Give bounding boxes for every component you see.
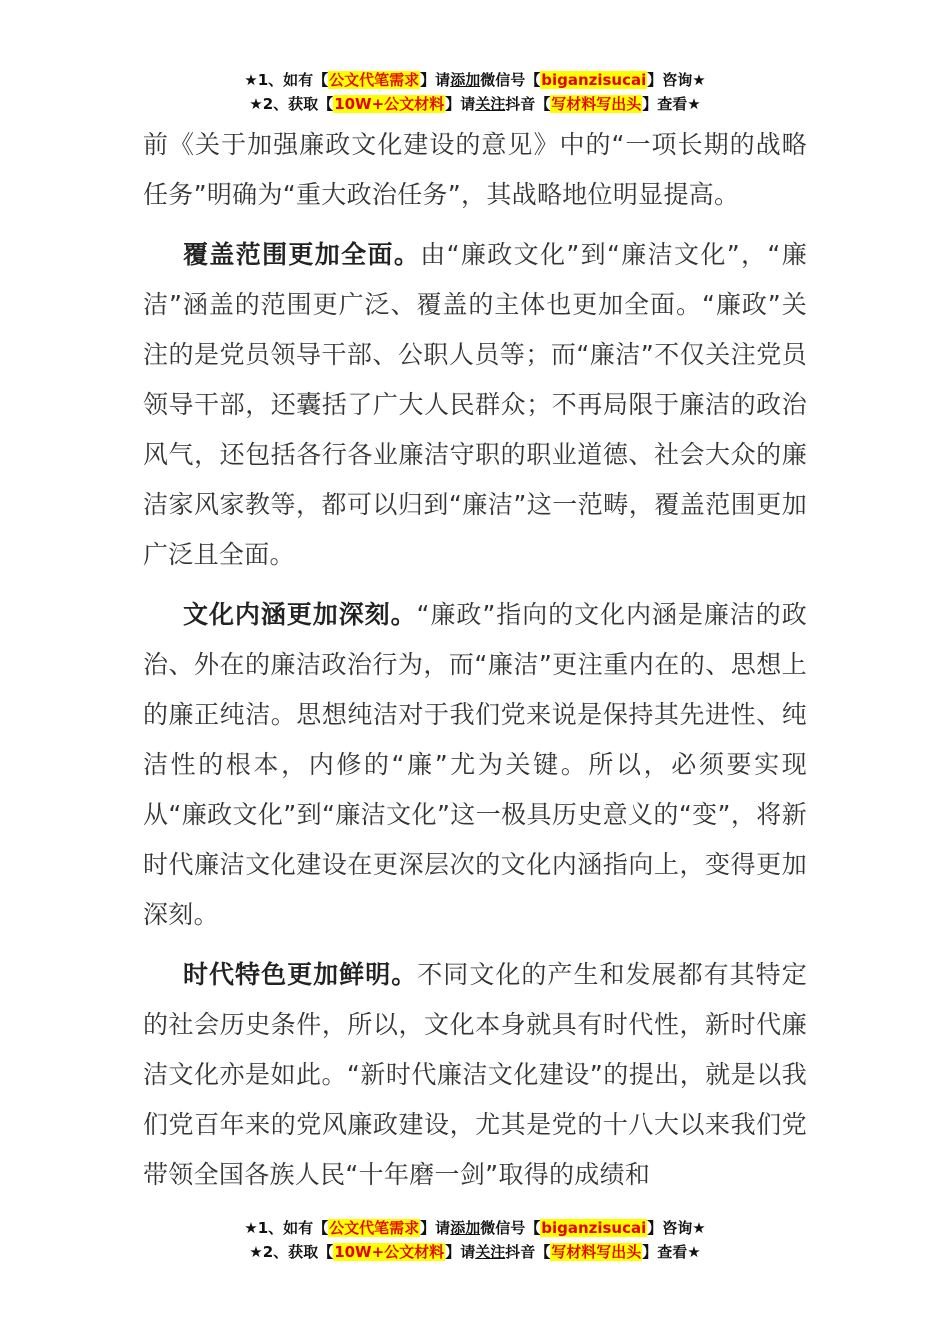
header-banner bbox=[0, 68, 950, 116]
footer-line-2-suffix: 】查看★ bbox=[642, 1243, 701, 1261]
paragraph-text: 前《关于加强廉政文化建设的意见》中的“一项长期的战略任务”明确为“重大政治任务”，其战略地位明显提高。 bbox=[143, 130, 807, 209]
header-line-1-prefix: ★1、如有【 bbox=[244, 71, 329, 89]
header-line-2 bbox=[0, 92, 950, 116]
header-line-2-text: 抖音【 bbox=[505, 95, 551, 113]
paragraph-lead-heading: 覆盖范围更加全面。 bbox=[183, 240, 421, 269]
paragraph-connotation bbox=[143, 590, 807, 940]
header-line-1-underlined: 添加 bbox=[450, 71, 481, 89]
header-line-2-prefix: ★2、获取【 bbox=[249, 95, 334, 113]
header-line-1-text: 】请 bbox=[420, 71, 451, 89]
header-line-2-underlined: 关注 bbox=[475, 95, 506, 113]
document-body bbox=[143, 120, 807, 1200]
footer-line-2-text: 抖音【 bbox=[505, 1243, 551, 1261]
paragraph-continued bbox=[143, 120, 807, 220]
footer-line-2-highlight-douyin: 写材料写出头 bbox=[551, 1243, 642, 1261]
footer-line-2-text: 】请 bbox=[445, 1243, 476, 1261]
header-line-2-highlight-douyin: 写材料写出头 bbox=[551, 95, 642, 113]
header-line-2-suffix: 】查看★ bbox=[642, 95, 701, 113]
paragraph-era-features bbox=[143, 950, 807, 1200]
footer-line-2 bbox=[0, 1240, 950, 1264]
header-line-2-highlight-materials: 10W+公文材料 bbox=[334, 95, 445, 113]
footer-line-1-text: 】请 bbox=[420, 1219, 451, 1237]
footer-line-1 bbox=[0, 1216, 950, 1240]
header-line-1-highlight-service: 公文代笔需求 bbox=[329, 71, 420, 89]
footer-line-2-prefix: ★2、获取【 bbox=[249, 1243, 334, 1261]
footer-line-1-underlined: 添加 bbox=[450, 1219, 481, 1237]
footer-line-1-highlight-wechat: biganzisucai bbox=[541, 1219, 647, 1237]
paragraph-lead-heading: 时代特色更加鲜明。 bbox=[183, 960, 418, 989]
header-line-1-highlight-wechat: biganzisucai bbox=[541, 71, 647, 89]
header-line-2-text: 】请 bbox=[445, 95, 476, 113]
footer-line-1-prefix: ★1、如有【 bbox=[244, 1219, 329, 1237]
header-line-1-suffix: 】咨询★ bbox=[647, 71, 706, 89]
footer-line-1-suffix: 】咨询★ bbox=[647, 1219, 706, 1237]
header-line-1 bbox=[0, 68, 950, 92]
paragraph-coverage bbox=[143, 230, 807, 580]
paragraph-text: 不同文化的产生和发展都有其特定的社会历史条件，所以，文化本身就具有时代性，新时代廉洁文化亦是如此。“新时代廉洁文化建设”的提出，就是以我们党百年来的党风廉政建设，尤其是党的十八大以来我们党带领全国各族人民“十年磨一剑”取得的成绩和 bbox=[143, 960, 807, 1189]
footer-line-1-text: 微信号【 bbox=[480, 1219, 541, 1237]
footer-line-1-highlight-service: 公文代笔需求 bbox=[329, 1219, 420, 1237]
footer-line-2-underlined: 关注 bbox=[475, 1243, 506, 1261]
paragraph-lead-heading: 文化内涵更加深刻。 bbox=[183, 600, 417, 629]
paragraph-text: “廉政”指向的文化内涵是廉洁的政治、外在的廉洁政治行为，而“廉洁”更注重内在的、思想上的廉正纯洁。思想纯洁对于我们党来说是保持其先进性、纯洁性的根本，内修的“廉”尤为关键。所以，必须要实现从“廉政文化”到“廉洁文化”这一极具历史意义的“变”，将新时代廉洁文化建设在更深层次的文化内涵指向上，变得更加深刻。 bbox=[143, 600, 807, 929]
footer-banner bbox=[0, 1216, 950, 1264]
header-line-1-text: 微信号【 bbox=[480, 71, 541, 89]
footer-line-2-highlight-materials: 10W+公文材料 bbox=[334, 1243, 445, 1261]
paragraph-text: 由“廉政文化”到“廉洁文化”，“廉洁”涵盖的范围更广泛、覆盖的主体也更加全面。“廉政”关注的是党员领导干部、公职人员等；而“廉洁”不仅关注党员领导干部，还囊括了广大人民群众；不再局限于廉洁的政治风气，还包括各行各业廉洁守职的职业道德、社会大众的廉洁家风家教等，都可以归到“廉洁”这一范畴，覆盖范围更加广泛且全面。 bbox=[143, 240, 807, 569]
